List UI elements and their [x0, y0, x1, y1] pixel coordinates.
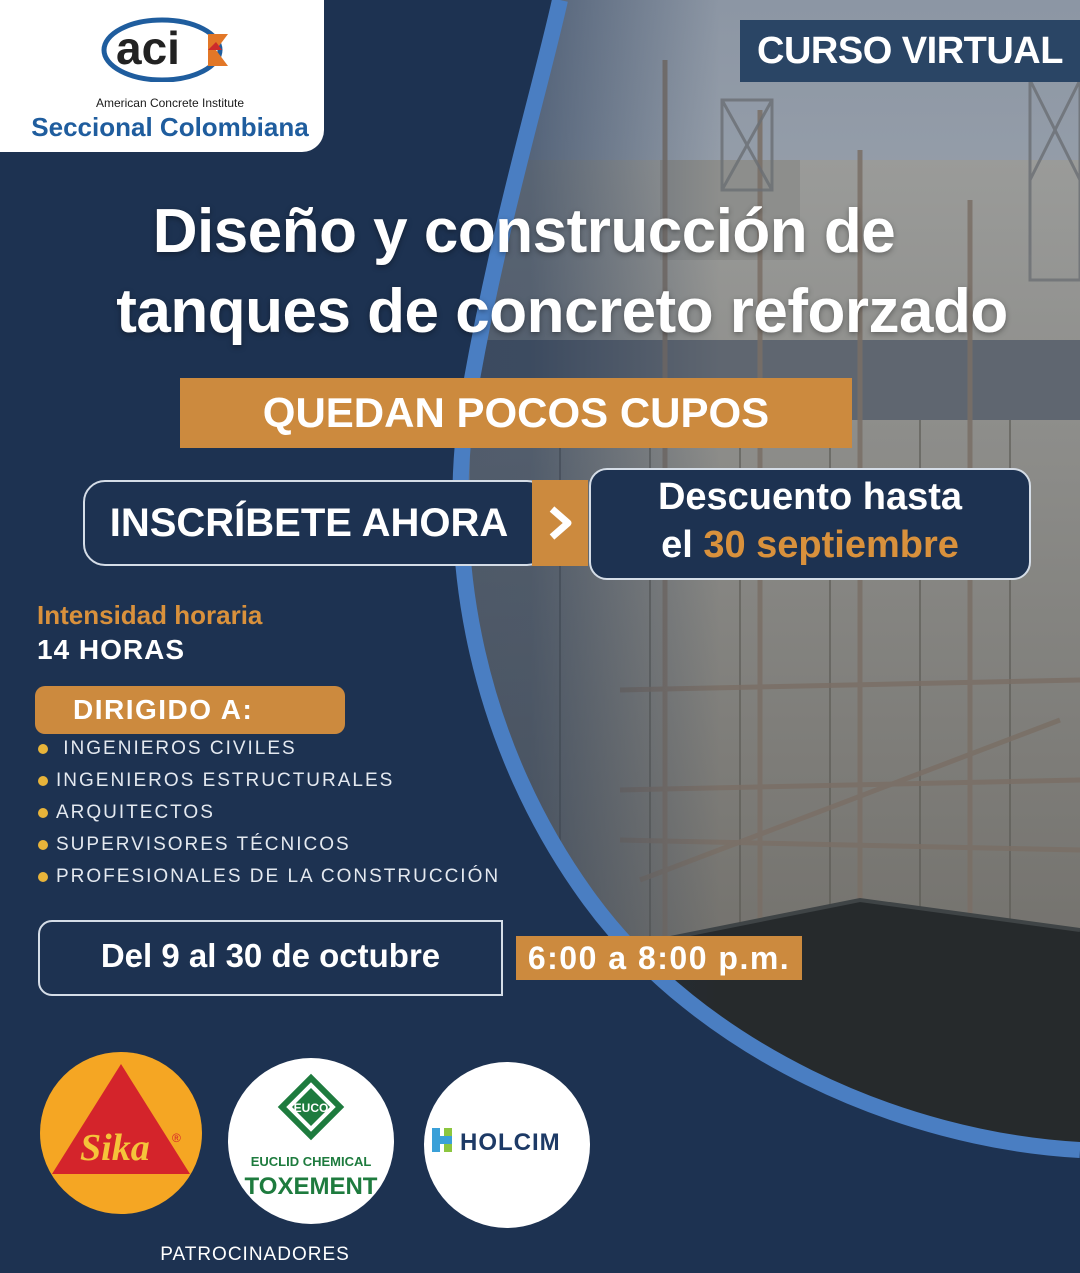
audience-item: [38, 734, 500, 766]
discount-line-1: Descuento hasta: [657, 476, 963, 518]
bullet-icon: [38, 872, 48, 882]
course-time: 6:00 a 8:00 p.m.: [527, 940, 791, 976]
course-dates-box: [38, 920, 503, 996]
aci-institute-name: American Concrete Institute: [95, 96, 245, 110]
sika-wordmark: Sika: [80, 1127, 150, 1169]
holcim-logo-icon: [424, 1062, 590, 1228]
audience-item: [38, 830, 500, 862]
aci-logo-mark: [100, 12, 240, 82]
euclid-wordmark: EUCLID CHEMICAL: [250, 1154, 372, 1169]
signup-label: INSCRÍBETE AHORA: [109, 501, 509, 545]
discount-deadline-date: 30 septiembre: [703, 524, 959, 566]
hours-value: 14 HORAS: [37, 634, 186, 665]
hours-label: Intensidad horaria: [37, 600, 263, 630]
course-type-label: CURSO VIRTUAL: [757, 30, 1063, 72]
discount-prefix: el: [661, 524, 704, 566]
course-title-line-1: Diseño y construcción de: [152, 197, 896, 266]
toxement-wordmark: TOXEMENT: [244, 1173, 378, 1200]
few-spots-label: QUEDAN POCOS CUPOS: [262, 389, 770, 436]
euclid-logo-icon: [228, 1058, 394, 1224]
audience-list: [38, 734, 500, 894]
audience-item-label: INGENIEROS CIVILES: [56, 738, 297, 759]
bullet-icon: [38, 808, 48, 818]
course-type-badge: [740, 20, 1080, 82]
svg-text:®: ®: [172, 1131, 181, 1145]
bullet-icon: [38, 840, 48, 850]
audience-item-label: ARQUITECTOS: [56, 802, 215, 823]
audience-item-label: PROFESIONALES DE LA CONSTRUCCIÓN: [56, 866, 501, 887]
signup-arrow-button[interactable]: [532, 480, 588, 566]
chevron-right-icon: [544, 505, 576, 541]
audience-heading: DIRIGIDO A:: [73, 694, 254, 725]
course-time-box: [516, 936, 802, 980]
bullet-icon: [38, 744, 48, 754]
audience-item: [38, 766, 500, 798]
sponsors-caption: PATROCINADORES: [160, 1244, 350, 1265]
audience-item-label: SUPERVISORES TÉCNICOS: [56, 834, 351, 855]
bullet-icon: [38, 776, 48, 786]
svg-text:aci: aci: [116, 22, 180, 74]
discount-deadline-box: [589, 468, 1031, 580]
sika-sponsor-logo: [40, 1052, 202, 1214]
audience-item: [38, 798, 500, 830]
svg-text:EUCO: EUCO: [293, 1101, 329, 1115]
audience-heading-pill: [35, 686, 345, 734]
signup-button[interactable]: [83, 480, 549, 566]
aci-chapter-name: Seccional Colombiana: [31, 112, 309, 142]
audience-item: [38, 862, 500, 894]
holcim-sponsor-logo: [424, 1062, 590, 1228]
discount-line-2: [591, 524, 1029, 567]
course-dates: Del 9 al 30 de octubre: [100, 937, 441, 974]
sika-logo-icon: [40, 1052, 202, 1214]
audience-item-label: INGENIEROS ESTRUCTURALES: [56, 770, 395, 791]
holcim-wordmark: HOLCIM: [460, 1129, 561, 1156]
course-title-line-2: tanques de concreto reforzado: [116, 277, 1008, 346]
few-spots-banner: [180, 378, 852, 448]
euclid-toxement-sponsor-logo: [228, 1058, 394, 1224]
